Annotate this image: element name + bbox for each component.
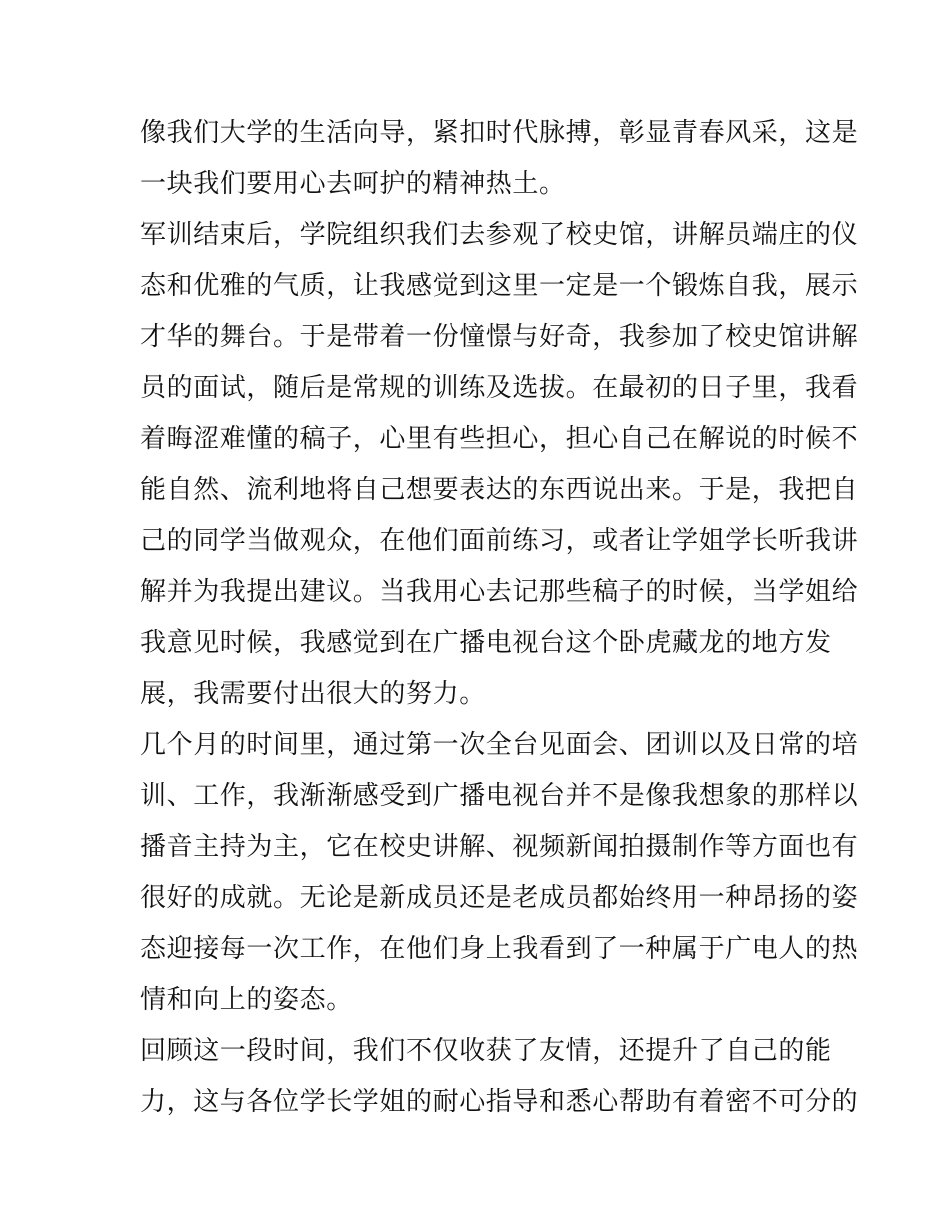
text-line: 力，这与各位学长学姐的耐心指导和悉心帮助有着密不可分的 [140,1087,859,1117]
text-line: 展，我需要付出很大的努力。 [140,679,486,709]
body-text [140,108,859,1128]
text-line: 着晦涩难懂的稿子，心里有些担心，担心自己在解说的时候不 [140,424,859,454]
text-line: 军训结束后，学院组织我们去参观了校史馆，讲解员端庄的仪 [140,220,859,250]
text-line: 态迎接每一次工作，在他们身上我看到了一种属于广电人的热 [140,934,859,964]
text-line: 回顾这一段时间，我们不仅收获了友情，还提升了自己的能 [140,1036,832,1066]
text-line: 员的面试，随后是常规的训练及选拔。在最初的日子里，我看 [140,373,859,403]
text-line: 很好的成就。无论是新成员还是老成员都始终用一种昂扬的姿 [140,883,859,913]
text-line: 能自然、流利地将自己想要表达的东西说出来。于是，我把自 [140,475,859,505]
text-line: 训、工作，我渐渐感受到广播电视台并不是像我想象的那样以 [140,781,859,811]
text-line: 播音主持为主，它在校史讲解、视频新闻拍摄制作等方面也有 [140,832,859,862]
text-line: 像我们大学的生活向导，紧扣时代脉搏，彰显青春风采，这是 [140,118,859,148]
text-line: 几个月的时间里，通过第一次全台见面会、团训以及日常的培 [140,730,859,760]
text-line: 一块我们要用心去呵护的精神热土。 [140,169,566,199]
text-line: 态和优雅的气质，让我感觉到这里一定是一个锻炼自我，展示 [140,271,859,301]
text-line: 情和向上的姿态。 [140,985,353,1015]
text-line: 我意见时候，我感觉到在广播电视台这个卧虎藏龙的地方发 [140,628,832,658]
text-line: 己的同学当做观众，在他们面前练习，或者让学姐学长听我讲 [140,526,859,556]
text-line: 解并为我提出建议。当我用心去记那些稿子的时候，当学姐给 [140,577,859,607]
text-line: 才华的舞台。于是带着一份憧憬与好奇，我参加了校史馆讲解 [140,322,859,352]
